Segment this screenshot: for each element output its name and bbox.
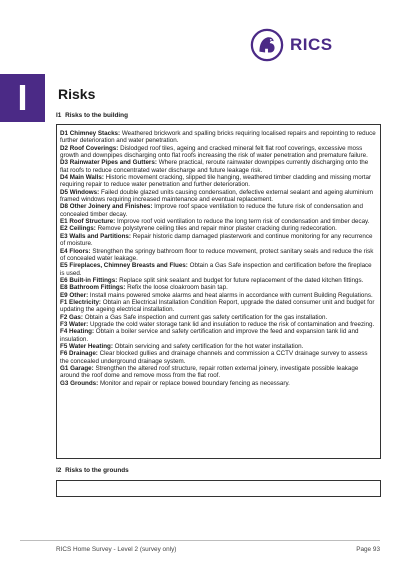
risk-title: Grounds: bbox=[70, 379, 99, 387]
risk-description: Improve roof space ventilation to reduce the future risk of condensation and concealed timber decay. bbox=[60, 203, 363, 218]
risk-code: F1 bbox=[60, 298, 68, 306]
risk-entry bbox=[60, 145, 377, 160]
risk-description: Clear blocked gullies and drainage channels and commission a CCTV drainage survey to assess the concealed underground drainage system. bbox=[60, 350, 368, 365]
page-title: Risks bbox=[58, 86, 96, 102]
risk-list bbox=[60, 130, 377, 387]
risk-description: Replace split sink sealant and budget for future replacement of the dated kitchen fittings. bbox=[119, 276, 364, 284]
risk-entry bbox=[60, 321, 377, 328]
risk-entry bbox=[60, 159, 377, 174]
risk-description: Remove polystyrene ceiling tiles and repair minor plaster cracking during redecoration. bbox=[97, 225, 337, 233]
risk-code: E3 bbox=[60, 232, 68, 240]
risk-title: Built-in Fittings: bbox=[69, 276, 118, 284]
risk-title: Drainage: bbox=[69, 350, 98, 358]
risk-entry bbox=[60, 174, 377, 189]
risk-title: Water: bbox=[69, 320, 89, 328]
risk-entry bbox=[60, 328, 377, 343]
risk-entry bbox=[60, 203, 377, 218]
risk-description: Weathered brickwork and spalling bricks requiring localised repairs and repointing to reduce further deterioration and water penetration. bbox=[60, 130, 376, 145]
risk-title: Bathroom Fittings: bbox=[69, 284, 126, 292]
risk-description: Upgrade the cold water storage tank lid and insulation to reduce the risk of contamination and freezing. bbox=[90, 320, 375, 328]
risk-code: F5 bbox=[60, 342, 68, 350]
subsection-heading bbox=[56, 467, 129, 474]
risk-entry bbox=[60, 225, 377, 232]
risk-entry bbox=[60, 248, 377, 263]
risk-entry bbox=[60, 277, 377, 284]
risk-code: E2 bbox=[60, 225, 68, 233]
risk-code: E1 bbox=[60, 218, 68, 226]
section-letter: I bbox=[0, 74, 45, 122]
subsection-code: I2 bbox=[56, 467, 62, 474]
risk-code: E6 bbox=[60, 276, 68, 284]
risk-code: F4 bbox=[60, 328, 68, 336]
subsection-code: I1 bbox=[56, 112, 62, 119]
rics-logo bbox=[248, 28, 366, 62]
risk-code: E9 bbox=[60, 291, 68, 299]
risk-entry bbox=[60, 284, 377, 291]
risk-title: Other: bbox=[69, 291, 89, 299]
risk-code: F3 bbox=[60, 320, 68, 328]
subsection-title: Risks to the grounds bbox=[65, 467, 129, 474]
risk-code: E8 bbox=[60, 284, 68, 292]
risk-title: Garage: bbox=[70, 365, 94, 372]
risk-description: Dislodged roof tiles, ageing and cracked mineral felt flat roof coverings, excessive moss growth and downpipes discharging onto flat roofs increasing the risk of water penetration and premature failure. bbox=[60, 144, 368, 160]
risk-entry bbox=[60, 365, 377, 380]
risk-description: Refix the loose cloakroom basin tap. bbox=[127, 284, 228, 292]
risk-code: G1 bbox=[60, 365, 69, 372]
risk-title: Fireplaces, Chimney Breasts and Flues: bbox=[69, 262, 188, 270]
risk-title: Floors: bbox=[69, 247, 91, 255]
risk-entry bbox=[60, 218, 377, 225]
risk-title: Walls and Partitions: bbox=[69, 232, 131, 240]
risk-code: D1 bbox=[60, 130, 68, 137]
risk-description: Improve roof void ventilation to reduce the long term risk of condensation and timber decay. bbox=[117, 218, 370, 226]
risk-description: Historic movement cracking, slipped tile hanging, weathered timber cladding and missing mortar requiring repair to reduce water penetration and further deterioration. bbox=[60, 174, 372, 189]
risk-description: Obtain a Gas Safe inspection and certification before the fireplace is used. bbox=[60, 262, 372, 277]
footer-divider bbox=[20, 540, 380, 541]
risk-entry bbox=[60, 262, 377, 277]
risk-code: E4 bbox=[60, 247, 68, 255]
risk-description: Obtain servicing and safety certification for the hot water installation. bbox=[114, 342, 304, 350]
risk-title: Roof Coverings: bbox=[69, 144, 119, 152]
subsection-title: Risks to the building bbox=[65, 112, 128, 119]
risk-description: Obtain a Gas Safe inspection and current gas safety certification for the gas installation. bbox=[84, 313, 328, 321]
risk-title: Other Joinery and Finishes: bbox=[69, 203, 153, 211]
grounds-risks-box bbox=[56, 480, 381, 497]
risk-entry bbox=[60, 292, 377, 299]
risk-code: F6 bbox=[60, 350, 68, 358]
risk-code: D5 bbox=[60, 188, 68, 196]
risk-description: Strengthen the altered roof structure, repair rotten external joinery, investigate possible leakage around the roof dome and remove moss from the flat roof. bbox=[60, 365, 359, 380]
risk-code: F2 bbox=[60, 313, 68, 321]
risk-title: Water Heating: bbox=[69, 342, 113, 350]
risk-title: Windows: bbox=[69, 188, 100, 196]
footer-document-name: RICS Home Survey - Level 2 (survey only) bbox=[56, 546, 177, 553]
risk-entry bbox=[60, 189, 377, 204]
risk-code: D8 bbox=[60, 203, 68, 211]
risk-description: Failed double glazed units causing condensation, defective external sealant and ageing aluminium framed windows requiring increased maintenance and eventual replacement. bbox=[60, 188, 374, 204]
risk-description: Obtain a boiler service and safety certification and improve the feed and expansion tank lid and insulation. bbox=[60, 328, 359, 343]
risk-title: Gas: bbox=[69, 313, 83, 321]
risk-title: Rainwater Pipes and Gutters: bbox=[69, 159, 157, 167]
risk-description: Where practical, reroute rainwater downpipes currently discharging onto the flat roofs to reduce concentrated water discharge and future leakage risk. bbox=[60, 159, 369, 174]
risk-title: Main Walls: bbox=[69, 174, 104, 182]
subsection-heading bbox=[56, 112, 128, 119]
risk-description: Monitor and repair or replace bowed boundary fencing as necessary. bbox=[99, 379, 290, 387]
lion-emblem-icon bbox=[248, 28, 286, 62]
risk-title: Chimney Stacks: bbox=[69, 130, 121, 137]
risk-entry bbox=[60, 299, 377, 314]
risk-code: D3 bbox=[60, 159, 68, 167]
risk-entry bbox=[60, 314, 377, 321]
page-number: Page 93 bbox=[356, 546, 380, 553]
risk-code: G3 bbox=[60, 379, 69, 387]
risk-entry bbox=[60, 350, 377, 365]
risk-description: Install mains powered smoke alarms and heat alarms in accordance with current Building Regulations. bbox=[89, 291, 373, 299]
risk-title: Electricity: bbox=[69, 298, 102, 306]
risk-title: Ceilings: bbox=[69, 225, 96, 233]
risk-code: D2 bbox=[60, 144, 68, 152]
risk-description: Repair historic damp damaged plasterwork and continue monitoring for any recurrence of moisture. bbox=[60, 232, 373, 248]
risk-title: Roof Structure: bbox=[69, 218, 116, 226]
risk-entry bbox=[60, 233, 377, 248]
building-risks-box bbox=[56, 124, 381, 459]
risk-entry bbox=[60, 380, 377, 387]
risk-entry bbox=[60, 343, 377, 350]
risk-code: E5 bbox=[60, 262, 68, 270]
risk-code: D4 bbox=[60, 174, 68, 182]
risk-description: Strengthen the springy bathroom floor to reduce movement, protect sanitary seals and reduce the risk of concealed water leakage. bbox=[60, 247, 374, 262]
risk-description: Obtain an Electrical Installation Condition Report, upgrade the dated consumer unit and budget for updating the ageing electrical installation. bbox=[60, 298, 375, 314]
risk-entry bbox=[60, 130, 377, 145]
risk-title: Heating: bbox=[69, 328, 95, 336]
brand-wordmark: RICS bbox=[290, 35, 333, 54]
